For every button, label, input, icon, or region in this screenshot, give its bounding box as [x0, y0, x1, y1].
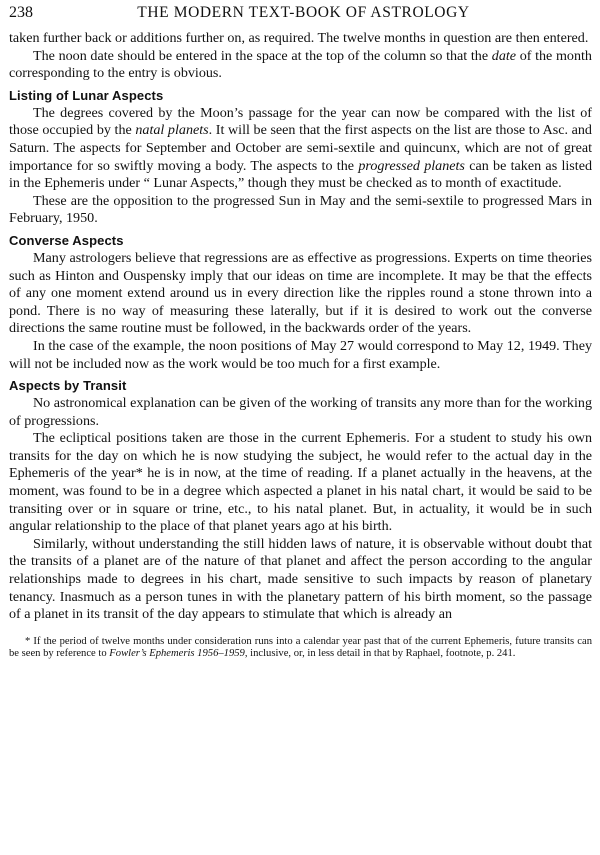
- body-text: [9, 30, 592, 624]
- paragraph: No astronomical explanation can be given of the working of transits any more than for the working of progressions.: [9, 395, 592, 429]
- paragraph: These are the opposition to the progressed Sun in May and the semi-sextile to progressed Mars in February, 1950.: [9, 192, 592, 227]
- paragraph: In the case of the example, the noon positions of May 27 would correspond to May 12, 1949. They will not be included now as the work would be too much for a first example.: [9, 337, 592, 372]
- paragraph: Similarly, without understanding the still hidden laws of nature, it is observable without doubt that the transits of a planet are of the nature of that planet and affect the person according to the angular relationships made to degrees in his chart, made sensitive to such impacts by reason of planetary tenancy. Inasmuch as a person tunes in with the planetary pattern of his birth moment, so the passage of a planet in its transit of the day appears to stimulate that which is already an: [9, 535, 592, 623]
- paragraph: Many astrologers believe that regressions are as effective as progressions. Experts on time theories such as Hinton and Ouspensky imply that our ideas on time are incomplete. It may be that the effects of any one moment extend around us in every direction like the ripples round a stone thrown into a pond. There is no way of measuring these laterally, but if it is desired to work out the converse directions the same routine must be followed, in the backwards order of the years.: [9, 249, 592, 337]
- paragraph: taken further back or additions further on, as required. The twelve months in question are then entered.: [9, 30, 589, 46]
- section-heading-converse-aspects: Converse Aspects: [9, 232, 124, 248]
- paragraph: The ecliptical positions taken are those in the current Ephemeris. For a student to study his own transits for the day on which he is now studying the subject, he would refer to the actual day in the Ephemeris of the year* he is in now, at the time of reading. If a planet actually in the heavens, at the moment, was found to be in a degree which aspected a planet in his natal chart, it would be said to be transiting over or in square or trine, etc., to his natal planet. But, in actuality, it would be in such angular relationship to the place of that planet years ago at his birth.: [9, 430, 592, 535]
- page-header: [9, 4, 592, 30]
- footnote: * If the period of twelve months under consideration runs into a calendar year past that of the current Ephemeris, future transits can be seen by reference to Fowler’s Ephemeris 1956–1959, inclusive, or, in less detail in that by Raphael, footnote, p. 241.: [9, 635, 592, 660]
- section-heading-aspects-by-transit: Aspects by Transit: [9, 378, 127, 394]
- page-number: 238: [9, 4, 33, 21]
- running-title: THE MODERN TEXT-BOOK OF ASTROLOGY: [137, 4, 470, 21]
- paragraph: The degrees covered by the Moon’s passage for the year can now be compared with the list of those occupied by the natal planets. It will be seen that the first aspects on the list are those to Asc. and Saturn. The aspects for September and October are semi-sextile and quincunx, which are not of great importance for so swiftly moving a body. The aspects to the progressed planets can be taken as listed in the Ephemeris under “ Lunar Aspects,” though they must be checked as to month of exactitude.: [9, 104, 592, 192]
- section-heading-lunar-aspects: Listing of Lunar Aspects: [9, 87, 164, 103]
- paragraph: The noon date should be entered in the space at the top of the column so that the date of the month corresponding to the entry is obvious.: [9, 47, 592, 82]
